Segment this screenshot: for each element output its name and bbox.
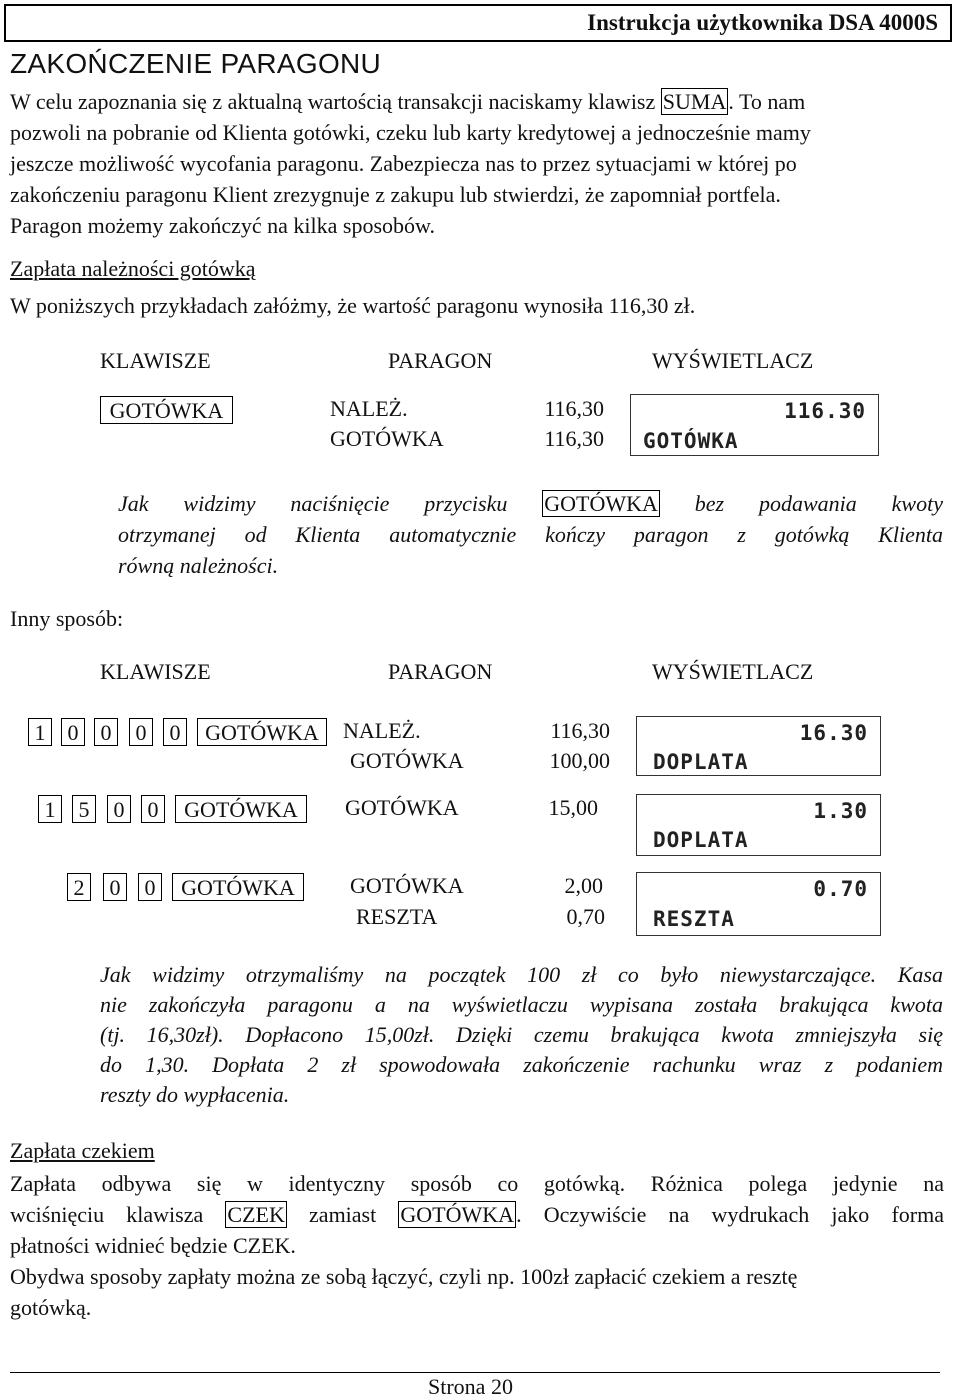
receipt-value: 2,00 [564,873,603,898]
col-keys: KLAWISZE [100,659,211,684]
key-digit: 0 [61,718,85,746]
lcd-top: 116.30 [784,399,866,423]
intro-line-5: Paragon możemy zakończyć na kilka sposobów. [10,213,436,238]
cheque-line-4: Obydwa sposoby zapłaty można ze sobą łączyć, czyli np. 100zł zapłacić czekiem a resztę [10,1264,798,1289]
key-digit: 2 [67,873,91,901]
gotowka-key: GOTÓWKA [172,873,304,901]
receipt-value: 100,00 [549,748,610,773]
cheque-line-3: płatności widnieć będzie CZEK. [10,1233,296,1258]
czek-key: CZEK [227,1202,285,1227]
key-digit: 1 [38,795,62,823]
receipt-label: RESZTA [356,904,438,929]
receipt-value: 116,30 [550,718,610,743]
intro-paragraph [10,86,944,241]
other-label: Inny sposób: [10,606,124,631]
receipt-value: 0,70 [566,904,605,929]
receipt-label: GOTÓWKA [350,748,464,773]
intro-line-3: jeszcze możliwość wycofania paragonu. Zabezpiecza nas to przez sytuacjami w której po [10,151,797,176]
receipt-value: 116,30 [544,396,604,421]
intro-line-4: zakończeniu paragonu Klient zrezygnuje z zakupu lub stwierdzi, że zapomniał portfela. [10,182,781,207]
cash-heading: Zapłata należności gotówką [10,256,256,281]
lcd-display [636,716,881,776]
col-display: WYŚWIETLACZ [652,659,814,684]
lcd-top: 0.70 [813,877,868,901]
key-digit: 5 [72,795,96,823]
cash-text: W poniższych przykładach załóżmy, że wartość paragonu wynosiła 116,30 zł. [10,293,696,318]
key-digit: 0 [141,795,165,823]
key-digit: 0 [94,718,118,746]
receipt-label: NALEŻ. [330,396,408,421]
col-keys: KLAWISZE [100,348,211,373]
col-receipt: PARAGON [388,348,493,373]
note-line: (tj. 16,30zł). Dopłacono 15,00zł. Dzięki czemu brakująca kwota zmniejszyła się [100,1022,943,1047]
footer-divider [10,1372,940,1373]
note-line: Jak widzimy otrzymaliśmy na początek 100 zł co było niewystarczające. Kasa [100,962,943,987]
key-digit: 1 [28,718,52,746]
lcd-top: 16.30 [799,721,868,745]
cheque-line-5: gotówką. [10,1295,92,1320]
key-digit: 0 [163,718,187,746]
other-note [100,960,943,1110]
note-line: reszty do wypłacenia. [100,1082,290,1107]
page-header [4,4,952,42]
key-digit: 0 [107,795,131,823]
key-digit: 0 [103,873,127,901]
lcd-bottom: DOPLATA [653,750,749,774]
intro-line-2: pozwoli na pobranie od Klienta gotówki, czeku lub karty kredytowej a jednocześnie mamy [10,120,811,145]
header-title: Instrukcja użytkownika DSA 4000S [587,10,938,35]
cheque-heading: Zapłata czekiem [10,1138,155,1163]
lcd-display [636,794,881,856]
lcd-display [630,394,879,456]
cash-note-line-2: otrzymanej od Klienta automatycznie kończy paragon z gotówką Klienta [118,522,943,547]
page-number: Strona 20 [428,1374,513,1399]
gotowka-key: GOTÓWKA [400,1202,515,1227]
receipt-label: GOTÓWKA [350,873,464,898]
note-line: nie zakończyła paragonu a na wyświetlaczu wypisana została brakująca kwota [100,992,943,1017]
gotowka-key: GOTÓWKA [100,396,233,424]
intro-line-1: W celu zapoznania się z aktualną wartością transakcji naciskamy klawisz SUMA. To nam [10,89,806,114]
gotowka-key: GOTÓWKA [175,795,307,823]
cheque-line-1: Zapłata odbywa się w identyczny sposób co gotówką. Różnica polega jedynie na [10,1171,944,1196]
suma-key: SUMA [662,89,727,114]
lcd-top: 1.30 [813,799,868,823]
receipt-label: GOTÓWKA [345,795,459,820]
cheque-paragraph [10,1168,944,1323]
lcd-bottom: RESZTA [653,907,735,931]
gotowka-key: GOTÓWKA [197,718,327,746]
receipt-label: GOTÓWKA [330,426,444,451]
cash-note-line-1: Jak widzimy naciśnięcie przycisku GOTÓWKA bez podawania kwoty [118,491,943,516]
receipt-value: 15,00 [548,795,598,820]
receipt-value: 116,30 [544,426,604,451]
receipt-label: NALEŻ. [343,718,421,743]
gotowka-key: GOTÓWKA [544,491,658,516]
section-title: ZAKOŃCZENIE PARAGONU [10,48,382,79]
cheque-line-2: wciśnięciu klawisza CZEK zamiast GOTÓWKA. Oczywiście na wydrukach jako forma [10,1202,944,1227]
col-display: WYŚWIETLACZ [652,348,814,373]
key-digit: 0 [138,873,162,901]
key-digit: 0 [129,718,153,746]
lcd-bottom: GOTÓWKA [643,429,739,453]
note-line: do 1,30. Dopłata 2 zł spowodowała zakończenie rachunku wraz z podaniem [100,1052,943,1077]
lcd-bottom: DOPLATA [653,828,749,852]
lcd-display [636,872,881,936]
cash-note-line-3: równą należności. [118,553,279,578]
col-receipt: PARAGON [388,659,493,684]
